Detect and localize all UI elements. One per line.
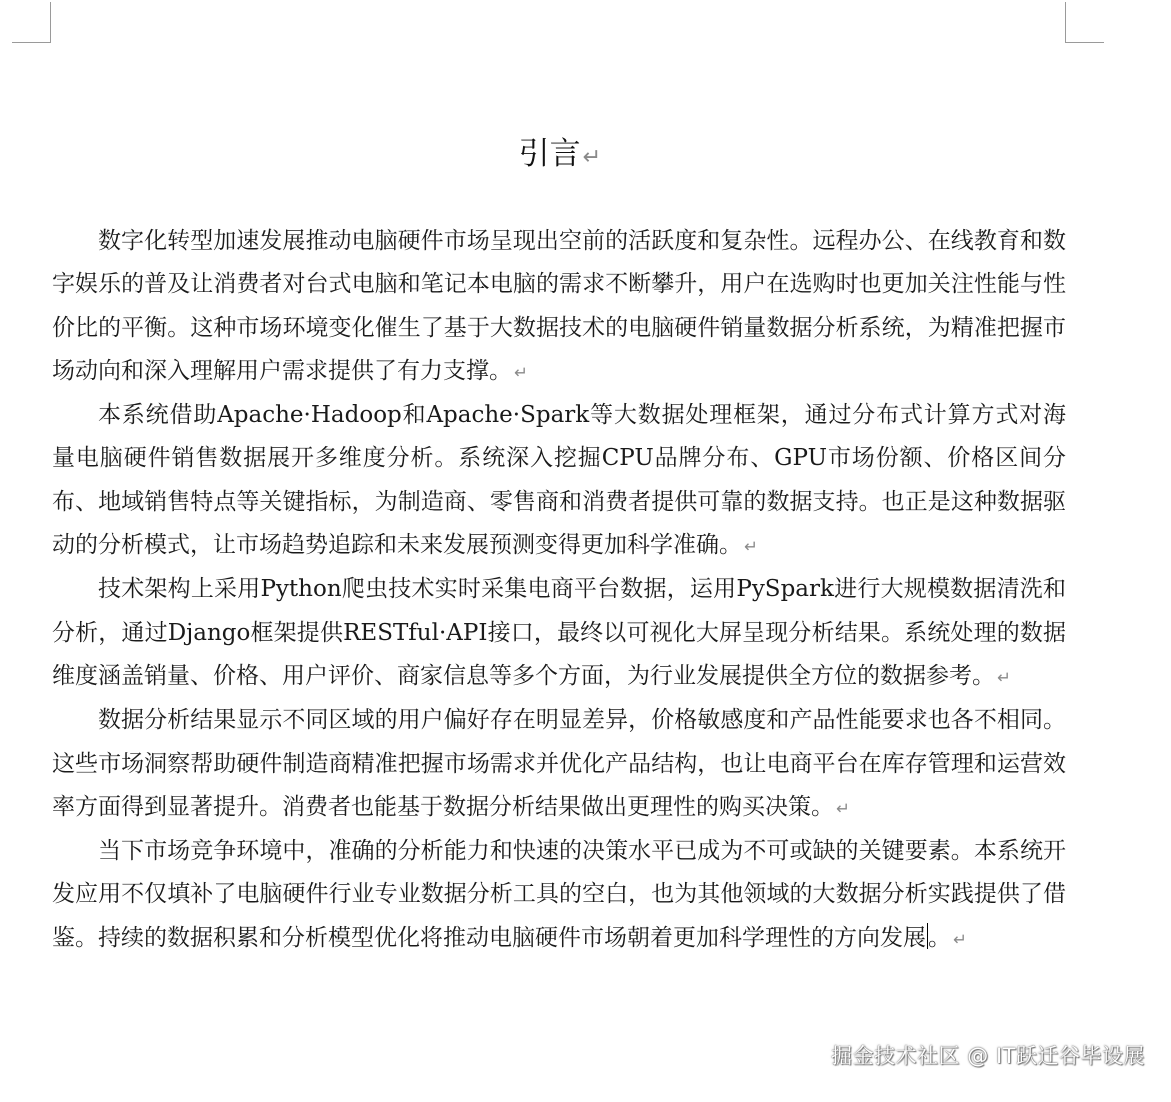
paragraph-5-text: 当下市场竞争环境中，准确的分析能力和快速的决策水平已成为不可或缺的关键要素。本系统开发应用不仅填补了电脑硬件行业专业数据分析工具的空白，也为其他领域的大数据分析实践提供了借鉴。持续的数据积累和分析模型优化将推动电脑硬件市场朝着更加科学理性的方向发展 [52, 838, 1066, 951]
paragraph-5-end-text: 。 [928, 924, 951, 951]
paragraph-2-text: 本系统借助Apache·Hadoop和Apache·Spark等大数据处理框架，通过分布式计算方式对海量电脑硬件销售数据展开多维度分析。系统深入挖掘CPU品牌分布、GPU市场份额、价格区间分布、地域销售特点等关键指标，为制造商、零售商和消费者提供可靠的数据支持。也正是这种数据驱动的分析模式，让市场趋势追踪和未来发展预测变得更加科学准确。 [52, 402, 1066, 559]
paragraph-4-text: 数据分析结果显示不同区域的用户偏好存在明显差异，价格敏感度和产品性能要求也各不相同。这些市场洞察帮助硬件制造商精准把握市场需求并优化产品结构，也让电商平台在库存管理和运营效率方面得到显著提升。消费者也能基于数据分析结果做出更理性的购买决策。 [52, 707, 1066, 820]
paragraph-mark-icon: ↵ [836, 798, 850, 818]
document-body[interactable] [52, 220, 1066, 961]
paragraph-3[interactable] [52, 568, 1066, 699]
paragraph-3-text: 技术架构上采用Python爬虫技术实时采集电商平台数据，运用PySpark进行大规模数据清洗和分析，通过Django框架提供RESTful·API接口，最终以可视化大屏呈现分析结果。系统处理的数据维度涵盖销量、价格、用户评价、商家信息等多个方面，为行业发展提供全方位的数据参考。 [52, 576, 1066, 689]
paragraph-mark-icon: ↵ [582, 144, 602, 170]
paragraph-1-text: 数字化转型加速发展推动电脑硬件市场呈现出空前的活跃度和复杂性。远程办公、在线教育和数字娱乐的普及让消费者对台式电脑和笔记本电脑的需求不断攀升，用户在选购时也更加关注性能与性价比的平衡。这种市场环境变化催生了基于大数据技术的电脑硬件销量数据分析系统，为精准把握市场动向和深入理解用户需求提供了有力支撑。 [52, 228, 1066, 384]
paragraph-mark-icon: ↵ [953, 929, 967, 949]
paragraph-2[interactable] [52, 394, 1066, 568]
paragraph-mark-icon: ↵ [997, 667, 1011, 687]
document-title[interactable] [0, 132, 1120, 179]
page-corner-mark-top-right [1065, 2, 1104, 43]
paragraph-mark-icon: ↵ [744, 537, 758, 557]
paragraph-5[interactable] [52, 830, 1066, 961]
page-corner-mark-top-left [12, 2, 51, 43]
document-title-text: 引言 [518, 136, 581, 172]
paragraph-1[interactable] [52, 220, 1066, 394]
paragraph-mark-icon: ↵ [514, 362, 528, 382]
paragraph-4[interactable] [52, 699, 1066, 830]
watermark: 掘金技术社区 @ IT跃迁谷毕设展 [831, 1044, 1145, 1068]
